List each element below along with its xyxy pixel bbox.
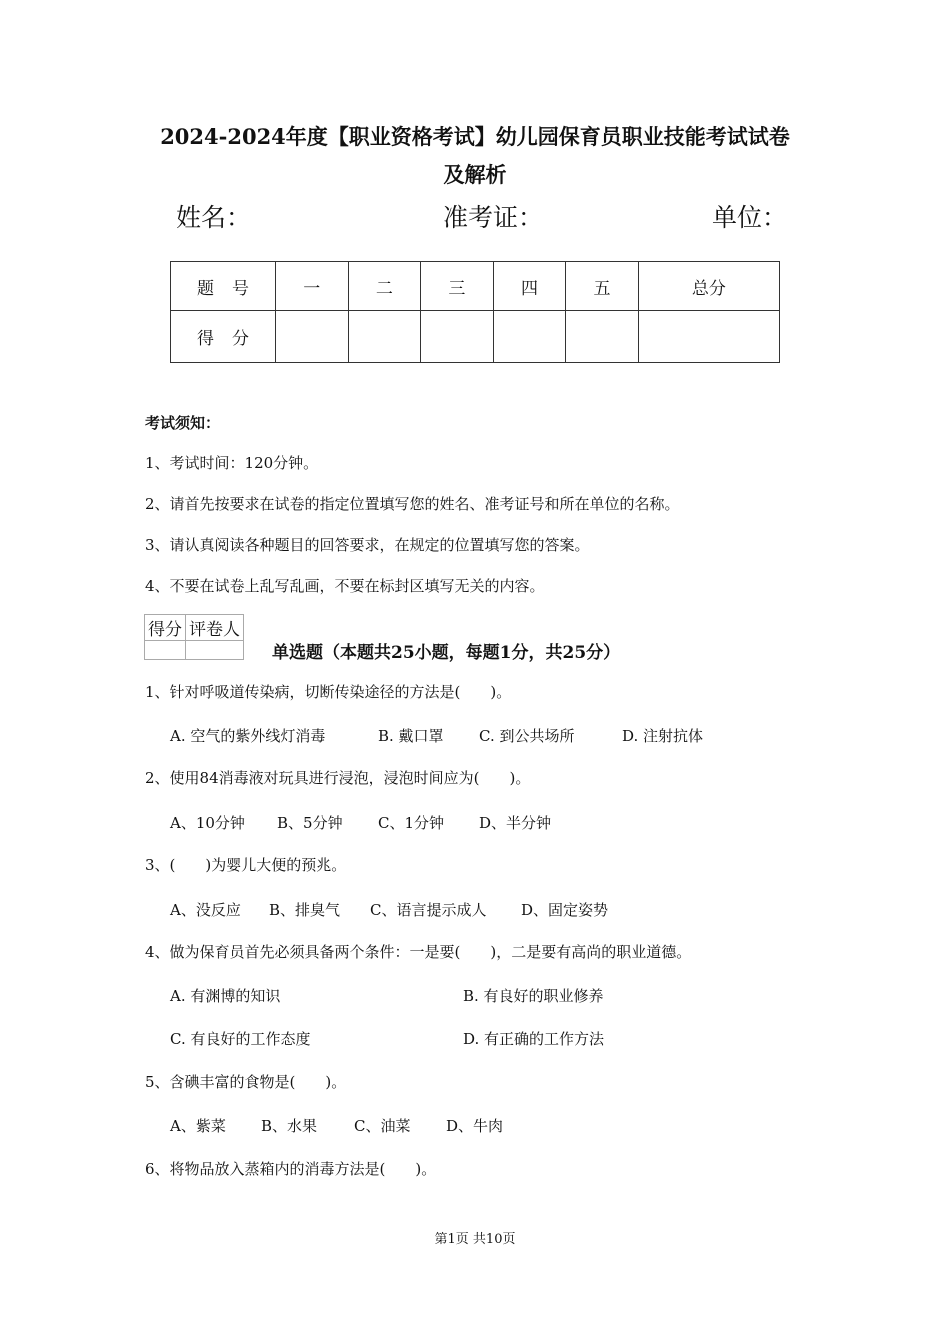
score-table-header-row — [171, 262, 780, 311]
q3-option-a: A、没反应 — [170, 901, 241, 919]
grader-reviewer-label: 评卷人 — [186, 615, 244, 641]
question-1: 1、针对呼吸道传染病，切断传染途径的方法是( )。 — [145, 683, 512, 701]
score-cell-4[interactable] — [493, 311, 566, 363]
q1-option-c: C. 到公共场所 — [479, 727, 575, 745]
score-header-total: 总分 — [638, 262, 779, 311]
q2-option-c: C、1分钟 — [378, 814, 445, 832]
unit-field-label: 单位： — [712, 203, 788, 232]
grader-table — [144, 614, 244, 660]
q3-option-d: D、固定姿势 — [521, 901, 609, 919]
notice-item-1: 1、考试时间：120分钟。 — [145, 454, 319, 472]
q5-option-a: A、紫菜 — [170, 1117, 226, 1135]
q2-option-a: A、10分钟 — [170, 814, 245, 832]
q4-option-a: A. 有渊博的知识 — [170, 987, 281, 1005]
q5-option-c: C、油菜 — [354, 1117, 411, 1135]
title-line-2: 及解析 — [443, 162, 507, 187]
score-header-1: 一 — [276, 262, 349, 311]
page-footer: 第1页 共10页 — [434, 1232, 516, 1247]
name-field-label: 姓名： — [176, 203, 252, 232]
question-3: 3、( )为婴儿大便的预兆。 — [145, 856, 347, 874]
q5-option-b: B、水果 — [261, 1117, 318, 1135]
grader-score-cell[interactable] — [145, 641, 186, 660]
score-header-5: 五 — [566, 262, 639, 311]
q2-option-d: D、半分钟 — [479, 814, 552, 832]
question-4: 4、做为保育员首先必须具备两个条件：一是要( )，二是要有高尚的职业道德。 — [145, 943, 692, 961]
grader-entry-row — [145, 641, 244, 660]
document-title — [0, 118, 950, 194]
q3-option-b: B、排臭气 — [269, 901, 341, 919]
score-cell-1[interactable] — [276, 311, 349, 363]
q5-option-d: D、牛肉 — [446, 1117, 504, 1135]
notice-item-3: 3、请认真阅读各种题目的回答要求，在规定的位置填写您的答案。 — [145, 536, 590, 554]
score-cell-total[interactable] — [638, 311, 779, 363]
section-title: 单选题（本题共25小题，每题1分，共25分） — [272, 643, 621, 663]
question-2: 2、使用84消毒液对玩具进行浸泡，浸泡时间应为( )。 — [145, 769, 531, 787]
notice-item-2: 2、请首先按要求在试卷的指定位置填写您的姓名、准考证号和所在单位的名称。 — [145, 495, 680, 513]
score-header-4: 四 — [493, 262, 566, 311]
notice-heading: 考试须知： — [145, 414, 221, 432]
notice-item-4: 4、不要在试卷上乱写乱画，不要在标封区填写无关的内容。 — [145, 577, 545, 595]
q1-option-a: A. 空气的紫外线灯消毒 — [170, 727, 326, 745]
q3-option-c: C、语言提示成人 — [370, 901, 487, 919]
question-5: 5、含碘丰富的食物是( )。 — [145, 1073, 347, 1091]
q1-option-b: B. 戴口罩 — [378, 727, 444, 745]
exam-id-field-label: 准考证： — [443, 203, 544, 232]
score-cell-5[interactable] — [566, 311, 639, 363]
q1-option-d: D. 注射抗体 — [622, 727, 704, 745]
q2-option-b: B、5分钟 — [277, 814, 343, 832]
score-label: 得分 — [171, 311, 276, 363]
q4-option-c: C. 有良好的工作态度 — [170, 1030, 311, 1048]
score-cell-3[interactable] — [421, 311, 494, 363]
grader-header-row — [145, 615, 244, 641]
q4-option-d: D. 有正确的工作方法 — [463, 1030, 605, 1048]
grader-reviewer-cell[interactable] — [186, 641, 244, 660]
question-number-label: 题号 — [171, 262, 276, 311]
score-header-2: 二 — [348, 262, 421, 311]
score-table-score-row — [171, 311, 780, 363]
grader-score-label: 得分 — [145, 615, 186, 641]
score-header-3: 三 — [421, 262, 494, 311]
score-table — [170, 261, 780, 363]
q4-option-b: B. 有良好的职业修养 — [463, 987, 604, 1005]
question-6: 6、将物品放入蒸箱内的消毒方法是( )。 — [145, 1160, 437, 1178]
title-line-1: 2024-2024年度【职业资格考试】幼儿园保育员职业技能考试试卷 — [160, 124, 790, 149]
score-cell-2[interactable] — [348, 311, 421, 363]
